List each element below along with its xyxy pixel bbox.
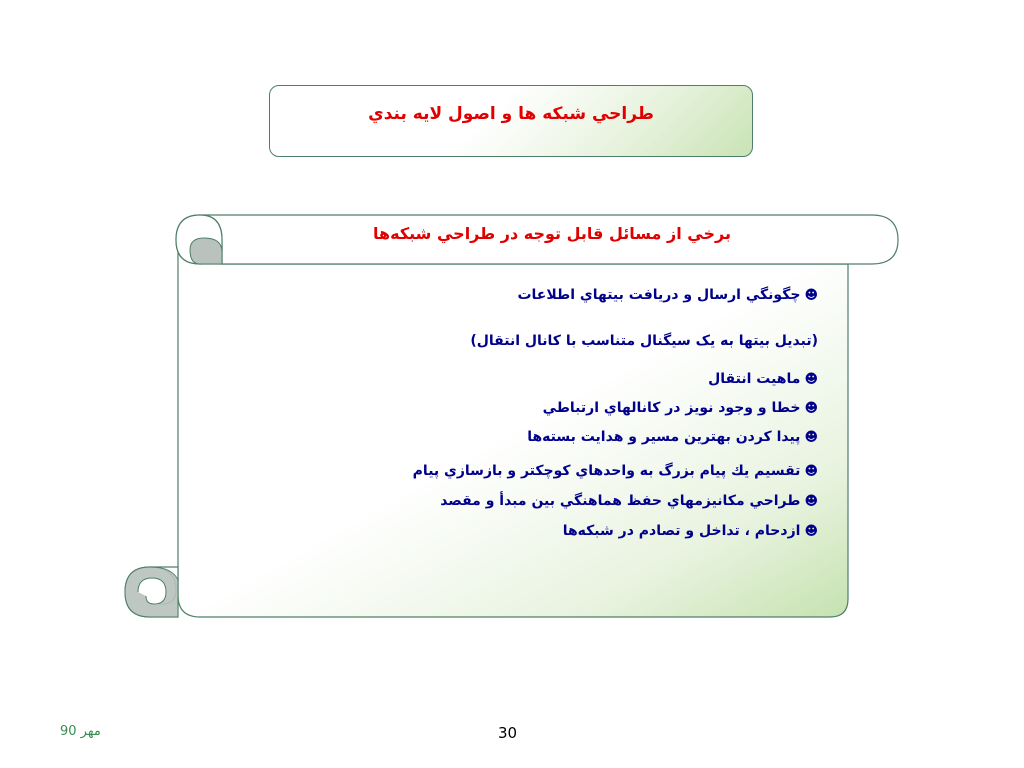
smiley-bullet-icon: ☻	[804, 372, 818, 387]
slide-title: طراحي شبکه ها و اصول لايه بندي	[368, 104, 654, 124]
list-item	[708, 371, 818, 387]
smiley-bullet-icon: ☻	[804, 494, 818, 509]
smiley-bullet-icon: ☻	[804, 288, 818, 303]
bullet-text: ازدحام ، تداخل و تصادم در شبکه‌ها	[562, 523, 801, 539]
list-item	[563, 523, 818, 539]
list-item	[440, 493, 818, 509]
bullet-text: خطا و وجود نويز در کانالهاي ارتباطي	[542, 400, 801, 416]
list-item	[517, 287, 818, 303]
bullet-text: تقسيم يك پيام بزرگ به واحدهاي کوچکتر و بازسازي پيام	[412, 463, 801, 479]
smiley-bullet-icon: ☻	[804, 464, 818, 479]
smiley-bullet-icon: ☻	[804, 401, 818, 416]
bullet-text: ماهيت انتقال	[708, 371, 801, 387]
bullet-text: چگونگي ارسال و دريافت بيتهاي اطلاعات	[517, 287, 801, 303]
bullet-text: پيدا کردن بهترين مسير و هدايت بسته‌ها	[527, 429, 801, 445]
list-item	[470, 333, 818, 349]
bullet-text: طراحي مکانيزمهاي حفظ هماهنگي بين مبدأ و مقصد	[440, 493, 801, 509]
bullet-text: (تبديل بيتها به يک سيگنال متناسب با کانال انتقال)	[470, 333, 818, 349]
page-number: 30	[498, 724, 518, 742]
footer-date: مهر 90	[60, 724, 101, 739]
scroll-heading: برخي از مسائل قابل توجه در طراحي شبکه‌ها	[373, 224, 731, 243]
list-item	[543, 400, 818, 416]
list-item	[413, 463, 818, 479]
list-item	[527, 429, 818, 445]
smiley-bullet-icon: ☻	[804, 524, 818, 539]
smiley-bullet-icon: ☻	[804, 430, 818, 445]
